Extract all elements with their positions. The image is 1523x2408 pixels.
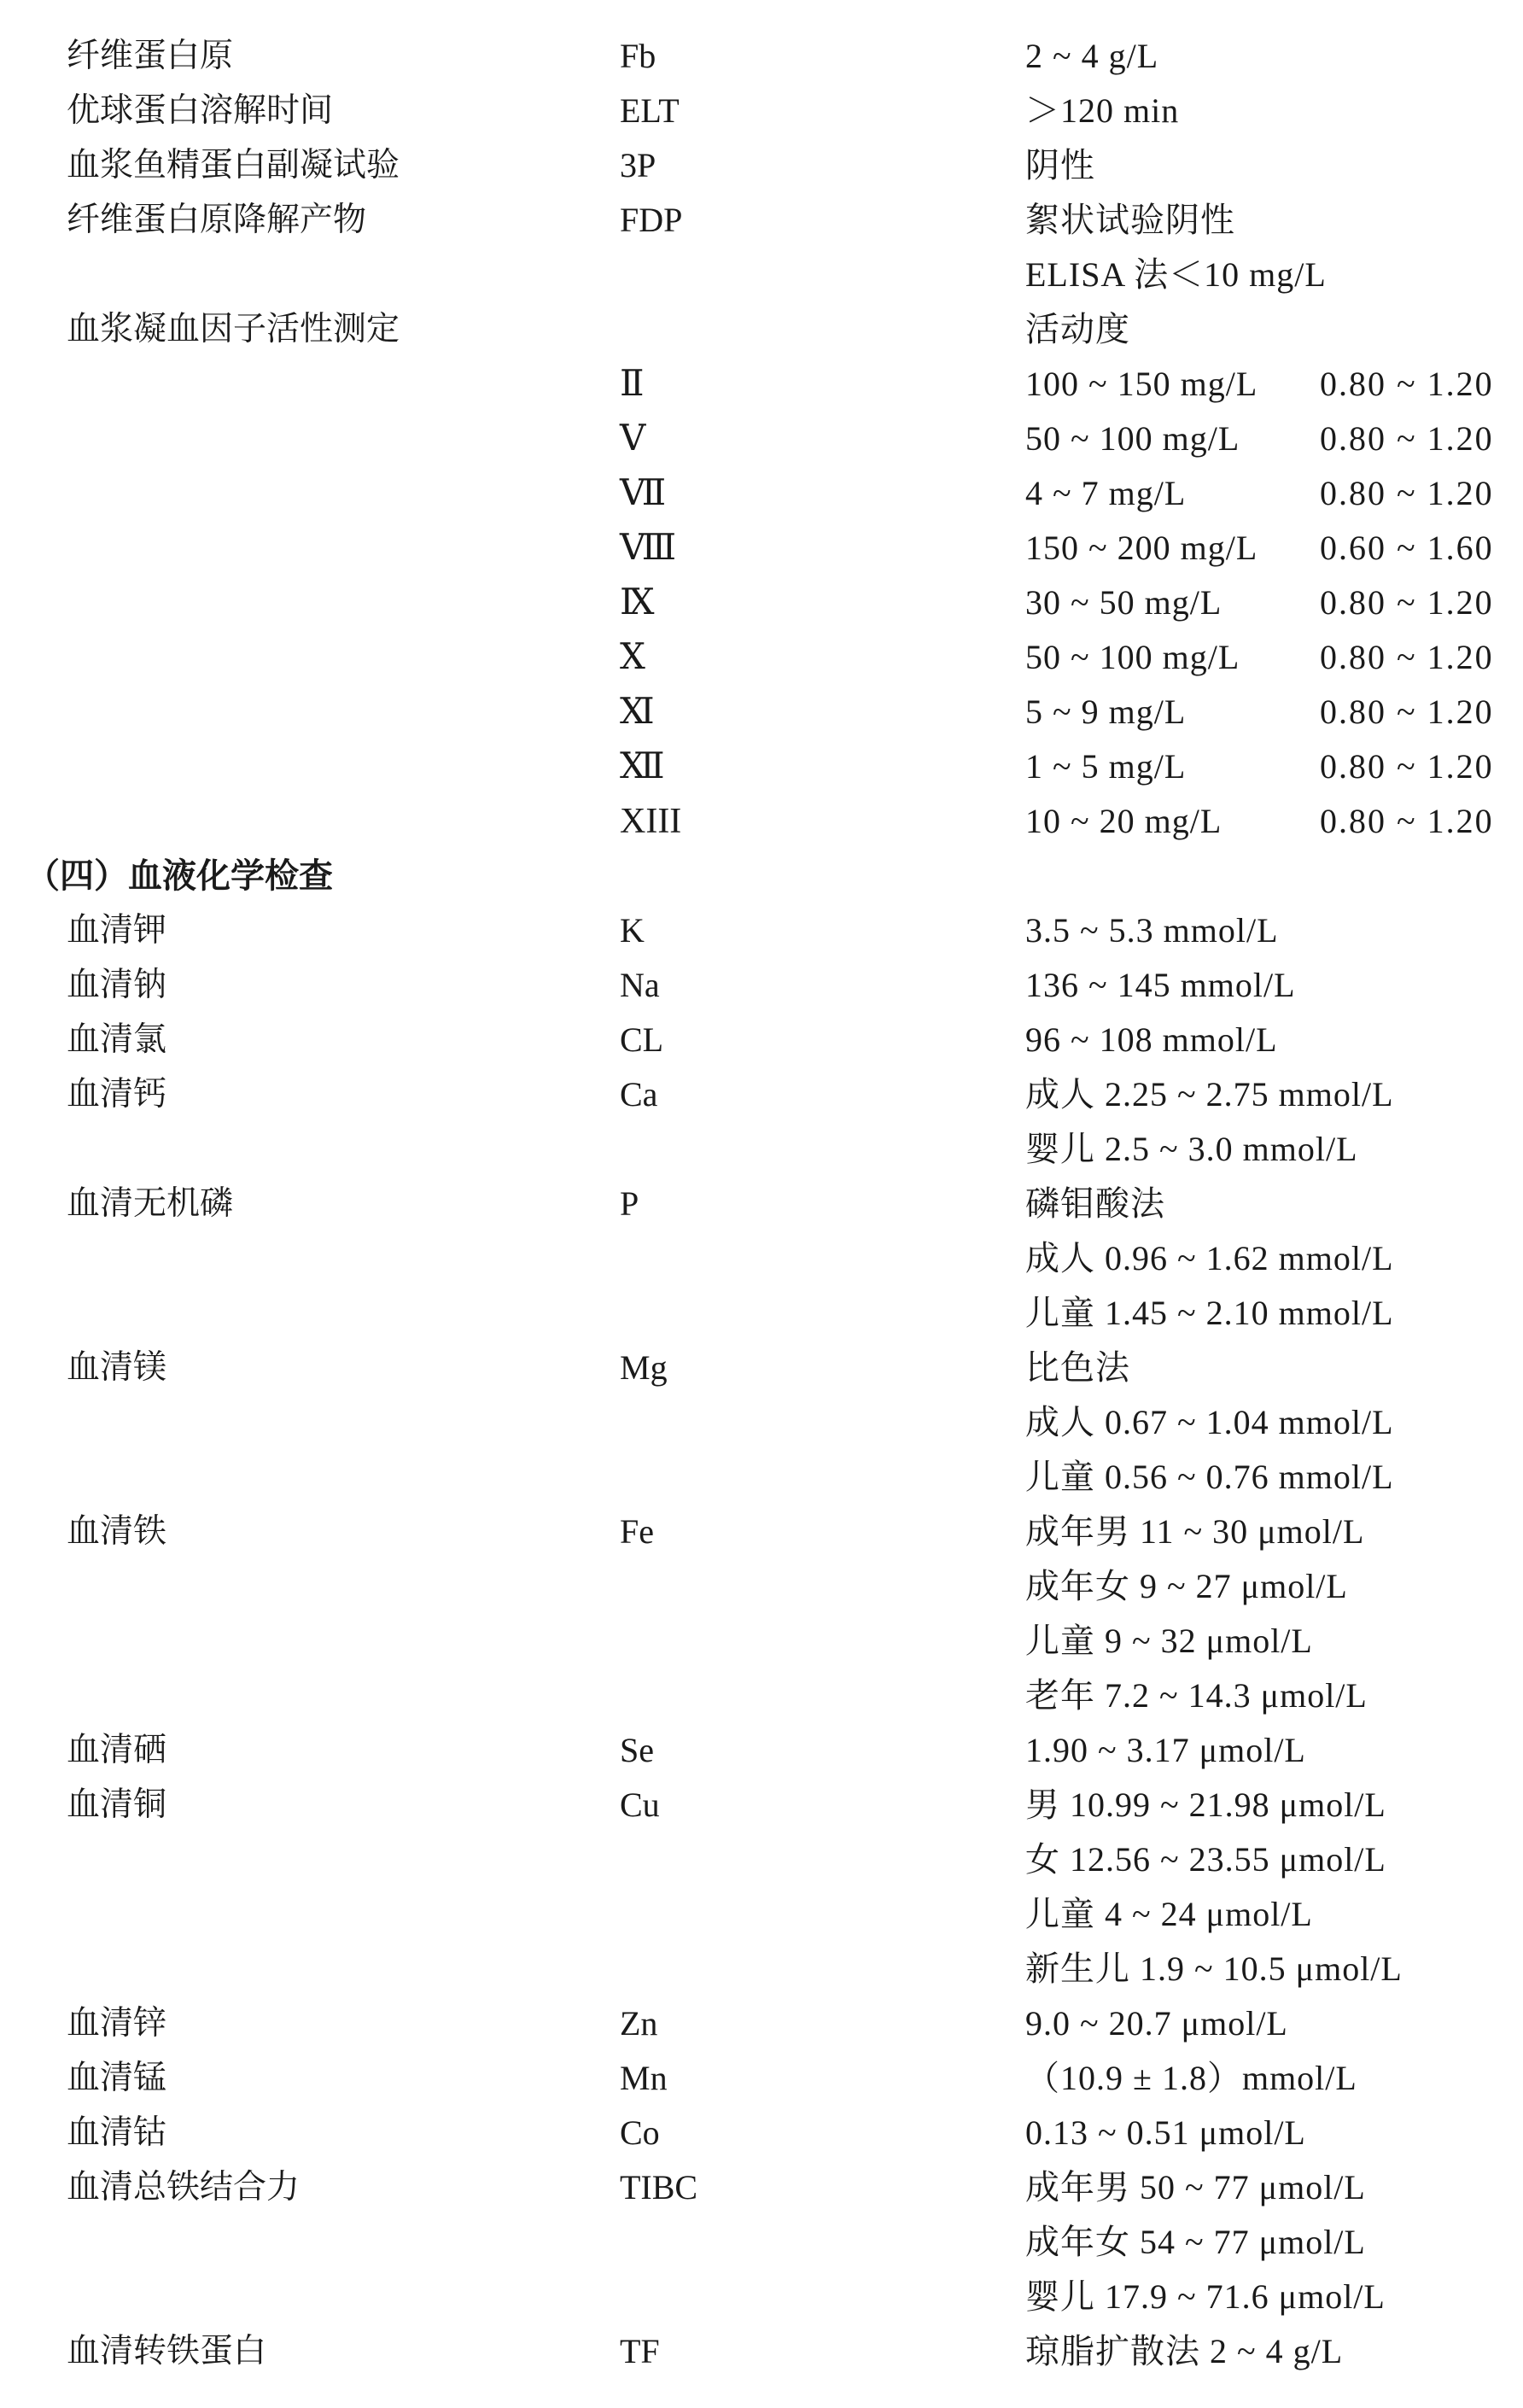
reference-range: 活动度 — [1025, 310, 1130, 348]
factor-row — [0, 412, 1523, 466]
reference-range: 136 ~ 145 mmol/L — [1025, 966, 1296, 1004]
factor-numeral: Ⅶ — [620, 474, 667, 513]
factor-concentration: 150 ~ 200 mg/L — [1025, 529, 1258, 567]
test-name: 血清总铁结合力 — [67, 2168, 301, 2206]
table-row — [0, 2215, 1523, 2270]
table-row — [0, 1559, 1523, 1614]
reference-range: 成人 0.67 ~ 1.04 mmol/L — [1025, 1403, 1394, 1441]
table-row — [0, 2106, 1523, 2160]
factor-numeral: Ⅷ — [620, 529, 677, 568]
test-abbreviation: 3P — [620, 146, 656, 184]
test-name: 血清铁 — [67, 1512, 167, 1551]
table-row — [0, 1778, 1523, 1832]
factor-activity: 0.80 ~ 1.20 — [1320, 583, 1494, 622]
table-row — [0, 1286, 1523, 1341]
reference-range: 成人 2.25 ~ 2.75 mmol/L — [1025, 1075, 1394, 1113]
table-row — [0, 193, 1523, 248]
table-row — [0, 1231, 1523, 1286]
test-abbreviation: Ca — [620, 1075, 658, 1113]
factor-row — [0, 630, 1523, 685]
table-row — [0, 1996, 1523, 2051]
table-row — [0, 302, 1523, 357]
test-abbreviation: Fb — [620, 37, 656, 75]
test-name: 血清锰 — [67, 2059, 167, 2097]
factor-activity: 0.80 ~ 1.20 — [1320, 693, 1494, 731]
factor-activity: 0.80 ~ 1.20 — [1320, 638, 1494, 676]
test-abbreviation: Co — [620, 2113, 660, 2152]
reference-range: 9.0 ~ 20.7 μmol/L — [1025, 2004, 1288, 2043]
table-row — [0, 1723, 1523, 1778]
test-name: 血清锌 — [67, 2004, 167, 2043]
factor-concentration: 1 ~ 5 mg/L — [1025, 747, 1187, 786]
factor-row — [0, 685, 1523, 739]
table-row — [0, 1887, 1523, 1942]
factor-concentration: 100 ~ 150 mg/L — [1025, 365, 1258, 403]
reference-range: 2 ~ 4 g/L — [1025, 37, 1159, 75]
reference-range: 成年女 9 ~ 27 μmol/L — [1025, 1567, 1348, 1605]
test-abbreviation: Mn — [620, 2059, 668, 2097]
factor-row — [0, 466, 1523, 521]
table-row — [0, 1832, 1523, 1887]
factor-activity: 0.80 ~ 1.20 — [1320, 419, 1494, 458]
table-row — [0, 2324, 1523, 2379]
factor-numeral: XIII — [620, 802, 682, 841]
reference-range: 1.90 ~ 3.17 μmol/L — [1025, 1731, 1306, 1769]
factor-activity: 0.60 ~ 1.60 — [1320, 529, 1494, 567]
factor-numeral: Ⅻ — [620, 747, 665, 786]
table-row — [0, 2051, 1523, 2106]
table-row — [0, 1122, 1523, 1177]
test-name: 血清钴 — [67, 2113, 167, 2152]
factor-numeral: Ⅸ — [620, 583, 655, 622]
reference-range: 阴性 — [1025, 146, 1095, 184]
reference-range: 婴儿 2.5 ~ 3.0 mmol/L — [1025, 1130, 1358, 1168]
reference-range: 磷钼酸法 — [1025, 1184, 1165, 1223]
table-row — [0, 1341, 1523, 1395]
factor-row — [0, 794, 1523, 849]
factor-numeral: Ⅺ — [620, 693, 655, 732]
reference-range: 儿童 4 ~ 24 μmol/L — [1025, 1895, 1313, 1933]
test-abbreviation: FDP — [620, 201, 683, 239]
test-abbreviation: K — [620, 911, 645, 950]
factor-concentration: 10 ~ 20 mg/L — [1025, 802, 1222, 840]
reference-range: ELISA 法＜10 mg/L — [1025, 255, 1327, 294]
test-name: 血清钙 — [67, 1075, 167, 1113]
test-name: 血清镁 — [67, 1348, 167, 1387]
reference-range: ＞120 min — [1025, 91, 1180, 130]
factor-concentration: 5 ~ 9 mg/L — [1025, 693, 1187, 731]
factor-row — [0, 357, 1523, 412]
reference-range: 0.13 ~ 0.51 μmol/L — [1025, 2113, 1306, 2152]
reference-range: （10.9 ± 1.8）mmol/L — [1025, 2059, 1357, 2097]
test-abbreviation: TF — [620, 2332, 660, 2370]
reference-range: 儿童 1.45 ~ 2.10 mmol/L — [1025, 1294, 1394, 1332]
table-row — [0, 1669, 1523, 1723]
test-name: 血清无机磷 — [67, 1184, 234, 1223]
table-row — [0, 2160, 1523, 2215]
reference-range: 儿童 0.56 ~ 0.76 mmol/L — [1025, 1458, 1394, 1496]
reference-range: 婴儿 17.9 ~ 71.6 μmol/L — [1025, 2277, 1386, 2316]
table-row — [0, 84, 1523, 138]
reference-range: 成年男 11 ~ 30 μmol/L — [1025, 1512, 1365, 1551]
reference-range: 成年男 50 ~ 77 μmol/L — [1025, 2168, 1366, 2206]
section-heading: （四）血液化学检查 — [26, 856, 333, 896]
table-row — [0, 1395, 1523, 1450]
table-row — [0, 29, 1523, 84]
table-row — [0, 1177, 1523, 1231]
table-row — [0, 903, 1523, 958]
factor-activity: 0.80 ~ 1.20 — [1320, 365, 1494, 403]
reference-range: 新生儿 1.9 ~ 10.5 μmol/L — [1025, 1949, 1403, 1988]
test-abbreviation: Cu — [620, 1786, 660, 1824]
test-name: 血清钠 — [67, 966, 167, 1004]
test-name: 血浆鱼精蛋白副凝试验 — [67, 146, 400, 184]
test-name: 血清硒 — [67, 1731, 167, 1769]
test-name: 血清转铁蛋白 — [67, 2332, 267, 2370]
table-row — [0, 1450, 1523, 1505]
reference-range: 成人 0.96 ~ 1.62 mmol/L — [1025, 1239, 1394, 1277]
test-name: 优球蛋白溶解时间 — [67, 91, 334, 130]
factor-row — [0, 576, 1523, 630]
test-name: 血清铜 — [67, 1786, 167, 1824]
test-name: 血浆凝血因子活性测定 — [67, 310, 400, 348]
factor-numeral: Ⅹ — [620, 638, 645, 677]
test-name: 血清钾 — [67, 911, 167, 950]
factor-concentration: 50 ~ 100 mg/L — [1025, 638, 1240, 676]
test-abbreviation: Se — [620, 1731, 654, 1769]
reference-range: 3.5 ~ 5.3 mmol/L — [1025, 911, 1279, 950]
factor-numeral: Ⅴ — [620, 419, 646, 459]
reference-range: 女 12.56 ~ 23.55 μmol/L — [1025, 1840, 1386, 1879]
test-name: 纤维蛋白原 — [67, 37, 234, 75]
table-row — [0, 248, 1523, 302]
table-row — [0, 2270, 1523, 2324]
factor-activity: 0.80 ~ 1.20 — [1320, 747, 1494, 786]
factor-row — [0, 739, 1523, 794]
factor-row — [0, 521, 1523, 576]
test-abbreviation: Zn — [620, 2004, 658, 2043]
reference-range: 成年女 54 ~ 77 μmol/L — [1025, 2223, 1366, 2261]
test-abbreviation: ELT — [620, 91, 680, 130]
reference-range: 儿童 9 ~ 32 μmol/L — [1025, 1622, 1313, 1660]
table-row — [0, 1505, 1523, 1559]
reference-range: 比色法 — [1025, 1348, 1130, 1387]
table-row — [0, 1013, 1523, 1067]
factor-concentration: 50 ~ 100 mg/L — [1025, 419, 1240, 458]
test-abbreviation: CL — [620, 1020, 664, 1059]
table-row — [0, 138, 1523, 193]
test-abbreviation: Mg — [620, 1348, 668, 1387]
reference-range: 老年 7.2 ~ 14.3 μmol/L — [1025, 1676, 1368, 1715]
factor-activity: 0.80 ~ 1.20 — [1320, 474, 1494, 512]
test-abbreviation: P — [620, 1184, 639, 1223]
reference-range: 絮状试验阴性 — [1025, 201, 1235, 239]
reference-range: 96 ~ 108 mmol/L — [1025, 1020, 1278, 1059]
table-row — [0, 1067, 1523, 1122]
test-abbreviation: TIBC — [620, 2168, 698, 2206]
reference-range: 琼脂扩散法 2 ~ 4 g/L — [1025, 2332, 1344, 2370]
factor-numeral: Ⅱ — [620, 365, 645, 404]
reference-range: 男 10.99 ~ 21.98 μmol/L — [1025, 1786, 1386, 1824]
table-row — [0, 1942, 1523, 1996]
table-row — [0, 1614, 1523, 1669]
table-row — [0, 958, 1523, 1013]
test-abbreviation: Fe — [620, 1512, 654, 1551]
test-name: 纤维蛋白原降解产物 — [67, 201, 367, 239]
test-abbreviation: Na — [620, 966, 660, 1004]
test-name: 血清氯 — [67, 1020, 167, 1059]
factor-activity: 0.80 ~ 1.20 — [1320, 802, 1494, 840]
factor-concentration: 30 ~ 50 mg/L — [1025, 583, 1222, 622]
factor-concentration: 4 ~ 7 mg/L — [1025, 474, 1187, 512]
